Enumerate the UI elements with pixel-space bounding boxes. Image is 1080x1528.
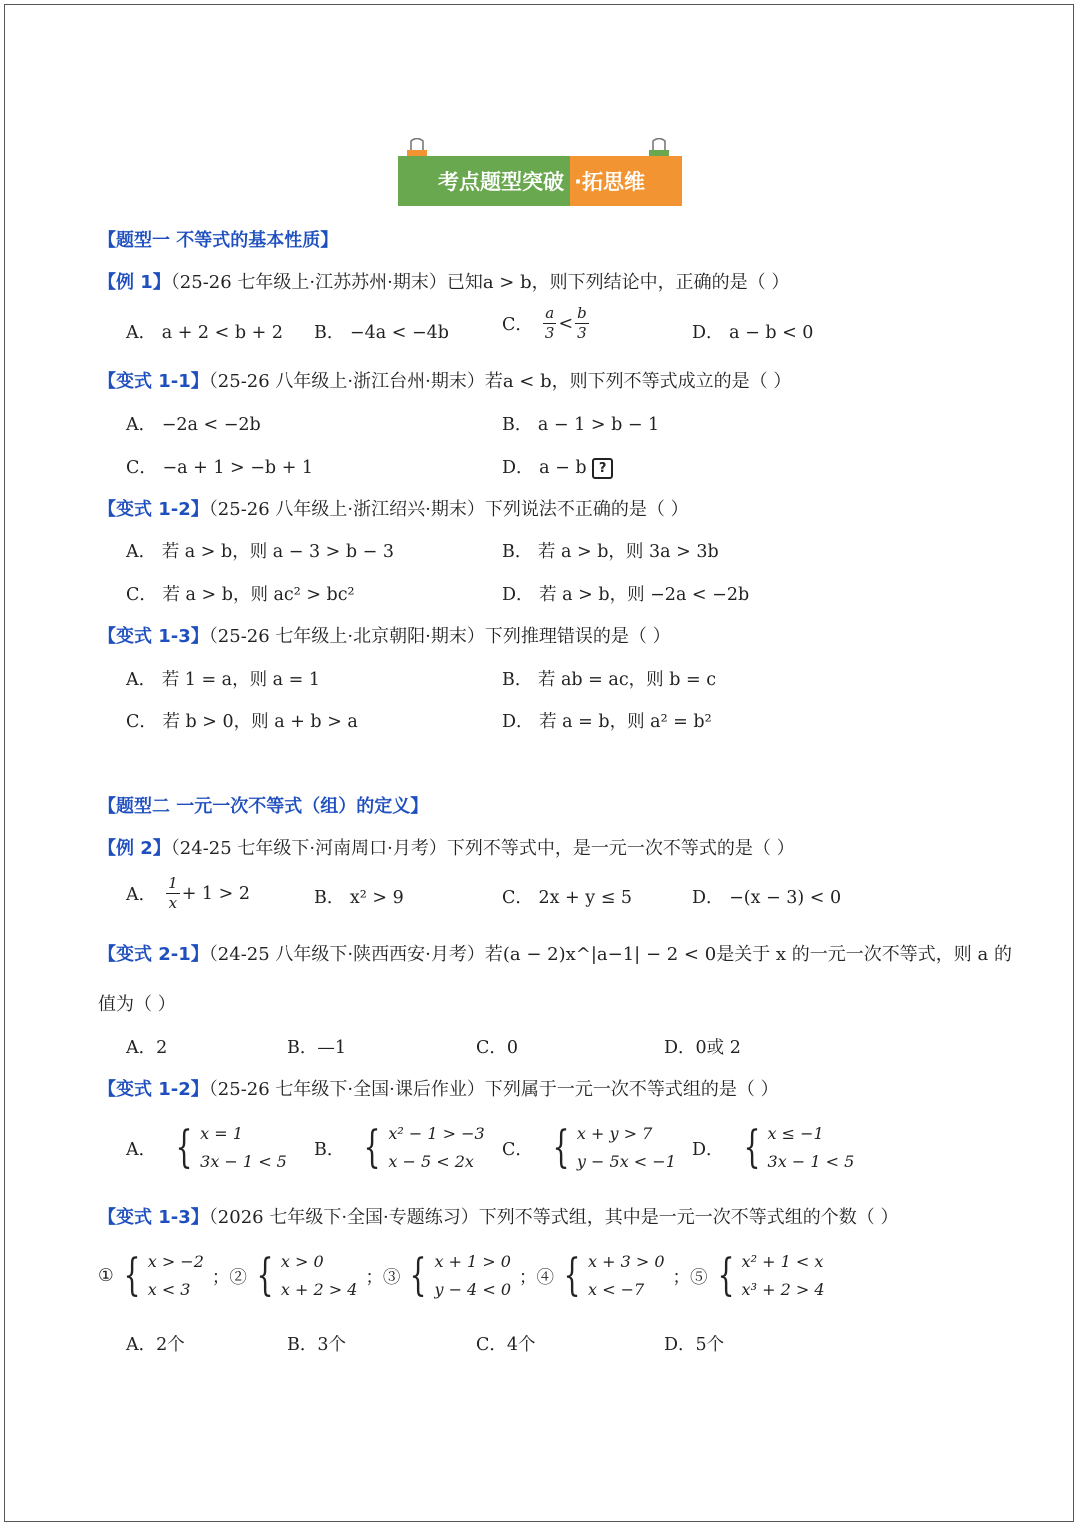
system-row: x < 3 [147, 1280, 191, 1299]
system-row: 3x − 1 < 5 [200, 1152, 287, 1171]
q1-option-c [502, 306, 591, 341]
q1-option-d: D． a − b < 0 [692, 323, 814, 343]
inequality-system [712, 1248, 825, 1304]
inequality-system [358, 1120, 484, 1176]
numerator: 1 [168, 874, 178, 892]
section-heading-2: 【题型二 一元一次不等式（组）的定义】 [98, 796, 429, 817]
question-text: （2026 七年级下·全国·专题练习）下列不等式组，其中是一元一次不等式组的个数（ ） [208, 1207, 899, 1228]
q4-option-c: C． 若 b > 0，则 a + b > a [126, 712, 358, 732]
q8-option-d: D．5个 [664, 1335, 725, 1355]
question-text: （25-26 七年级上·北京朝阳·期末）下列推理错误的是（ ） [208, 626, 671, 647]
system-row: x = 1 [200, 1124, 243, 1143]
q2-option-d [502, 454, 613, 479]
q5-option-b: B． x² > 9 [314, 888, 404, 908]
q5-option-a [126, 876, 250, 911]
q7-option-c [502, 1120, 676, 1176]
question-tag: 【变式 2-1】 [98, 944, 209, 965]
q6-option-c: C．0 [476, 1038, 519, 1058]
option-label: A． [126, 885, 157, 905]
question-8 [98, 1203, 899, 1229]
denominator: 3 [544, 324, 555, 342]
operator: < [558, 313, 574, 334]
banner-title-left: 考点题型突破 [398, 156, 570, 206]
q8-option-b: B．3个 [287, 1335, 346, 1355]
question-7 [98, 1075, 779, 1101]
q2-option-c: C． −a + 1 > −b + 1 [126, 458, 314, 478]
brace: { [175, 1122, 193, 1173]
q2-option-b: B． a − 1 > b − 1 [502, 415, 660, 435]
q3-option-d: D． 若 a > b，则 −2a < −2b [502, 585, 750, 605]
inequality-system [558, 1248, 665, 1304]
brace: { [717, 1250, 734, 1301]
question-text: （25-26 七年级下·全国·课后作业）下列属于一元一次不等式组的是（ ） [208, 1079, 779, 1100]
q6-option-b: B．—1 [287, 1038, 346, 1058]
question-tag: 【例 1】 [98, 272, 171, 293]
system-row: y − 4 < 0 [434, 1280, 511, 1299]
brace: { [123, 1250, 141, 1301]
q4-option-a: A． 若 1 = a，则 a = 1 [126, 670, 321, 690]
system-row: x + 1 > 0 [434, 1252, 511, 1271]
system-row: x³ + 2 > 4 [741, 1280, 825, 1299]
inequality-system [170, 1120, 287, 1176]
q3-option-b: B． 若 a > b，则 3a > 3b [502, 542, 719, 562]
q3-option-a: A． 若 a > b，则 a − 3 > b − 3 [126, 542, 395, 562]
q6-option-d: D．0或 2 [664, 1038, 741, 1058]
q4-option-b: B． 若 ab = ac，则 b = c [502, 670, 716, 690]
title-banner [398, 138, 682, 206]
numerator: b [577, 304, 587, 322]
q4-option-d: D． 若 a = b，则 a² = b² [502, 712, 712, 732]
item-label: ；④ [519, 1267, 554, 1288]
option-label: B． [314, 1139, 345, 1160]
option-text: + 1 > 2 [181, 883, 250, 904]
fraction [575, 306, 589, 341]
brace: { [743, 1122, 760, 1173]
system-row: 3x − 1 < 5 [767, 1152, 855, 1171]
inequality-system [547, 1120, 676, 1176]
brace: { [363, 1122, 381, 1173]
question-text: （25-26 八年级上·浙江绍兴·期末）下列说法不正确的是（ ） [208, 499, 689, 520]
brace: { [410, 1250, 427, 1301]
question-tag: 【变式 1-1】 [98, 371, 209, 392]
question-2 [98, 367, 791, 393]
q1-option-a: A． a + 2 < b + 2 [126, 323, 283, 343]
option-label: A． [126, 1139, 157, 1160]
fraction [166, 876, 180, 911]
q7-option-b [314, 1120, 485, 1176]
q3-option-c: C． 若 a > b，则 ac² > bc² [126, 585, 355, 605]
inequality-system [404, 1248, 511, 1304]
inequality-system [118, 1248, 204, 1304]
item-label: ① [98, 1266, 114, 1286]
question-mark-box-icon: ? [592, 458, 613, 479]
q8-option-c: C．4个 [476, 1335, 536, 1355]
question-1 [98, 268, 789, 294]
system-row: x < −7 [588, 1280, 645, 1299]
question-tag: 【变式 1-3】 [98, 1207, 209, 1228]
question-text: （24-25 八年级下·陕西西安·月考）若(a − 2)x^|a−1| − 2 < 0是关于 x 的一元一次不等式，则 a 的 [208, 944, 1012, 965]
section-heading-1: 【题型一 不等式的基本性质】 [98, 230, 339, 251]
system-row: x > −2 [147, 1252, 204, 1271]
brace: { [552, 1122, 570, 1173]
system-row: x > 0 [280, 1252, 324, 1271]
q6-option-a: A．2 [126, 1038, 168, 1058]
q7-option-a [126, 1120, 287, 1176]
brace: { [563, 1250, 581, 1301]
option-text: D． a − b [502, 458, 587, 478]
system-row: x + 2 > 4 [280, 1280, 358, 1299]
question-tag: 【变式 1-2】 [98, 499, 209, 520]
system-row: x² − 1 > −3 [388, 1124, 485, 1143]
q8-option-a: A．2个 [126, 1335, 185, 1355]
question-4 [98, 622, 671, 648]
item-label: ；⑤ [672, 1267, 708, 1288]
question-tag: 【变式 1-3】 [98, 626, 209, 647]
brace: { [256, 1250, 274, 1301]
fraction [543, 306, 557, 341]
denominator: x [168, 894, 178, 912]
denominator: 3 [577, 324, 587, 342]
q2-option-a: A． −2a < −2b [126, 415, 261, 435]
question-5 [98, 834, 795, 860]
q8-systems-row [98, 1248, 825, 1304]
question-text: （25-26 七年级上·江苏苏州·期末）已知a > b，则下列结论中，正确的是（ ） [170, 272, 790, 293]
question-6 [98, 940, 1012, 966]
option-label: D． [692, 1139, 724, 1160]
system-row: x − 5 < 2x [388, 1152, 474, 1171]
q5-option-c: C． 2x + y ≤ 5 [502, 888, 633, 908]
question-3 [98, 495, 689, 521]
system-row: x ≤ −1 [767, 1124, 824, 1143]
system-row: x + y > 7 [576, 1124, 653, 1143]
numerator: a [545, 304, 555, 322]
option-label: C． [502, 315, 533, 335]
q1-option-b: B． −4a < −4b [314, 323, 449, 343]
inequality-system [251, 1248, 358, 1304]
question-tag: 【例 2】 [98, 838, 171, 859]
item-label: ；② [211, 1267, 247, 1288]
item-label: ；③ [365, 1267, 401, 1288]
option-label: C． [502, 1139, 533, 1160]
system-row: x² + 1 < x [741, 1252, 824, 1271]
question-tag: 【变式 1-2】 [98, 1079, 209, 1100]
system-row: y − 5x < −1 [576, 1152, 676, 1171]
question-6-continued: 值为（ ） [98, 994, 176, 1015]
inequality-system [738, 1120, 855, 1176]
q7-option-d [692, 1120, 854, 1176]
question-text: （25-26 八年级上·浙江台州·期末）若a < b，则下列不等式成立的是（ ） [208, 371, 792, 392]
question-text: （24-25 七年级下·河南周口·月考）下列不等式中，是一元一次不等式的是（ ） [170, 838, 795, 859]
system-row: x + 3 > 0 [588, 1252, 665, 1271]
q5-option-d: D． −(x − 3) < 0 [692, 888, 842, 908]
banner-title-right: ·拓思维 [570, 156, 682, 206]
